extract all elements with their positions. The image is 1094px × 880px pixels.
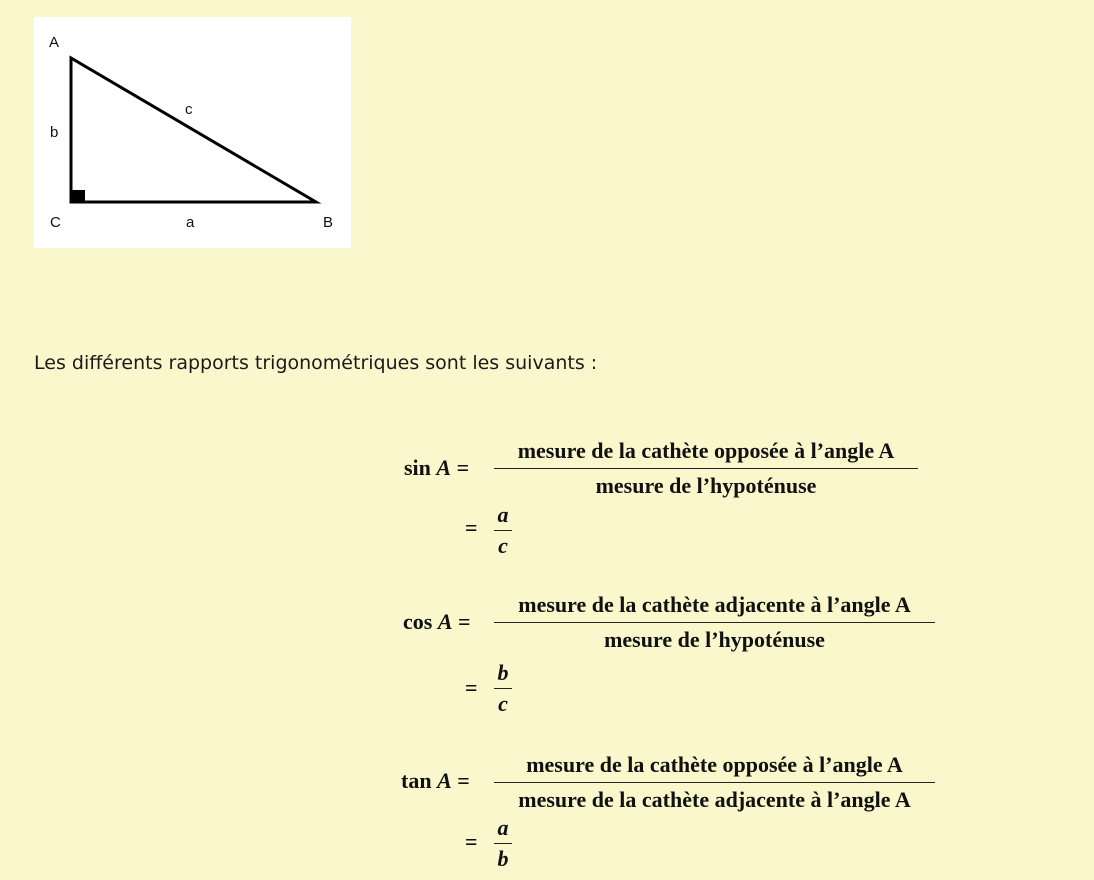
tan-variable: A xyxy=(437,768,452,793)
tan-simple-fraction xyxy=(494,815,512,872)
cos-numerator: mesure de la cathète adjacente à l’angle A xyxy=(518,592,911,617)
tan-lhs xyxy=(401,768,493,794)
sin-simple-denominator: c xyxy=(498,533,508,558)
tan-simple-bar xyxy=(494,843,512,844)
tan-fraction xyxy=(494,752,935,813)
sin-simple-bar xyxy=(494,530,512,531)
sin-variable: A xyxy=(436,455,452,480)
tan-numerator: mesure de la cathète opposée à l’angle A xyxy=(526,752,903,777)
tan-equals: = xyxy=(457,768,470,793)
cos-denominator: mesure de l’hypoténuse xyxy=(604,627,825,652)
side-a-label: a xyxy=(186,214,195,231)
tan-simple-numerator: a xyxy=(497,815,509,840)
sin-simple-fraction xyxy=(494,502,512,559)
sin-fraction-bar xyxy=(494,468,918,469)
right-triangle-diagram xyxy=(34,17,351,248)
right-angle-marker xyxy=(72,190,85,202)
triangle-figure xyxy=(34,17,351,248)
tan-denominator: mesure de la cathète adjacente à l’angle A xyxy=(518,787,911,812)
intro-text: Les différents rapports trigonométriques sont les suivants : xyxy=(34,352,598,374)
sin-function: sin xyxy=(404,455,431,480)
sin-fraction xyxy=(494,438,918,499)
sin-second-equals: = xyxy=(465,515,478,540)
cos-equals: = xyxy=(458,609,471,634)
cos-variable: A xyxy=(437,609,453,634)
tan-function: tan xyxy=(401,768,432,793)
cos-simple-denominator: c xyxy=(498,691,508,716)
sin-equals: = xyxy=(456,455,470,480)
sin-lhs xyxy=(404,455,488,481)
side-b-label: b xyxy=(50,124,59,141)
sin-denominator: mesure de l’hypoténuse xyxy=(595,473,817,498)
cos-simple-bar xyxy=(494,688,512,689)
sin-numerator: mesure de la cathète opposée à l’angle A xyxy=(517,438,895,463)
sin-simple-numerator: a xyxy=(497,502,509,527)
vertex-c-label: C xyxy=(50,214,61,231)
cos-simple-numerator: b xyxy=(497,660,509,685)
cos-fraction-bar xyxy=(494,622,935,623)
triangle-shape xyxy=(71,58,316,202)
cos-lhs xyxy=(403,609,493,635)
side-c-label: c xyxy=(185,101,193,118)
vertex-a-label: A xyxy=(49,34,60,51)
tan-simple-denominator: b xyxy=(497,846,509,871)
cos-second-equals: = xyxy=(465,675,478,700)
cos-fraction xyxy=(494,592,935,653)
cos-simple-fraction xyxy=(494,660,512,717)
cos-function: cos xyxy=(403,609,433,634)
vertex-b-label: B xyxy=(323,214,334,231)
tan-second-equals: = xyxy=(465,829,478,854)
tan-fraction-bar xyxy=(494,782,935,783)
